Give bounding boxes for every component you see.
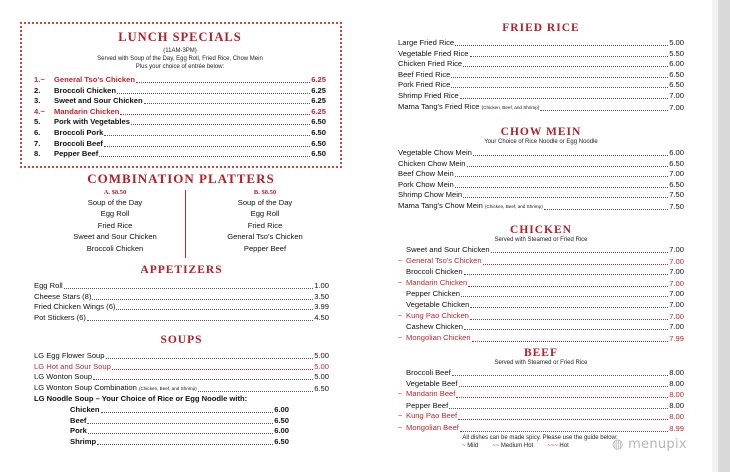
lunch-items-list xyxy=(34,75,326,160)
menu-item-number: 2. xyxy=(34,85,41,95)
pepper-icon: ~ xyxy=(398,257,403,265)
dot-leader xyxy=(116,309,313,310)
menu-item-price: 6.50 xyxy=(311,117,326,127)
menu-item-name: Shrimp Fried Rice xyxy=(398,90,459,100)
menu-item-price: 7.50 xyxy=(669,201,684,211)
menu-item xyxy=(398,80,684,91)
dot-leader xyxy=(483,264,669,265)
pepper-icon: ~ xyxy=(398,391,403,399)
menu-item-name: Mama Tang's Fried Rice (Chicken, Beef, and Shrimp) xyxy=(398,101,540,111)
pepper-icon: ~~ xyxy=(492,443,500,449)
lunch-specials-box xyxy=(20,22,342,168)
lunch-specials-title: LUNCH SPECIALS xyxy=(118,30,242,44)
menu-item-name: ~ Mandarin Beef xyxy=(398,389,455,401)
menu-item-name: 7. Broccoli Beef xyxy=(34,138,103,148)
menu-item xyxy=(34,372,329,383)
watermark: ◍ menupix xyxy=(612,437,687,452)
menu-item xyxy=(70,426,289,437)
menu-item-price: 7.00 xyxy=(669,322,684,332)
combo-item: Fried Rice xyxy=(97,220,133,230)
menu-item-price: 8.00 xyxy=(669,412,684,422)
combo-item: Sweet and Sour Chicken xyxy=(73,232,157,242)
dot-leader xyxy=(470,56,669,57)
menu-item-price: 6.50 xyxy=(274,436,289,446)
menu-item xyxy=(34,149,326,160)
combo-item: Soup of the Day xyxy=(237,198,293,207)
menu-item-number: 8. xyxy=(34,149,41,159)
pepper-icon: ~ xyxy=(398,413,403,421)
menu-item-price: 8.00 xyxy=(669,400,684,410)
menu-item-price: 6.50 xyxy=(311,149,326,159)
menu-item xyxy=(398,102,684,114)
menu-item-name: 2. Broccoli Chicken xyxy=(34,85,117,95)
menu-item-price: 5.00 xyxy=(314,361,329,371)
menu-item-price: 4.50 xyxy=(314,312,329,322)
menu-item-price: 3.99 xyxy=(314,302,329,312)
menu-item-name: 6. Broccoli Pork xyxy=(34,127,104,137)
appetizers-section xyxy=(34,264,329,323)
dot-leader xyxy=(104,146,310,147)
menu-item xyxy=(398,180,684,191)
menu-item xyxy=(34,107,326,118)
soups-title: SOUPS xyxy=(160,334,203,346)
menu-item-name: 3. Sweet and Sour Chicken xyxy=(34,96,143,106)
menu-item-price: 8.00 xyxy=(669,390,684,400)
dot-leader xyxy=(64,288,314,289)
menu-item xyxy=(34,383,329,395)
menu-item-name: Pork Fried Rice xyxy=(398,80,451,90)
menu-item xyxy=(398,423,684,435)
menu-item-price: 6.50 xyxy=(314,383,329,393)
lunch-description: Served with Soup of the Day, Egg Roll, Fried Rice, Chow Mein xyxy=(97,56,263,62)
menu-item-name: LG Egg Flower Soup xyxy=(34,351,105,360)
menu-item-number: 5. xyxy=(34,117,41,127)
dot-leader xyxy=(87,320,313,321)
dot-leader xyxy=(106,358,314,359)
menu-item xyxy=(398,322,684,333)
menu-item-price: 3.50 xyxy=(314,291,329,301)
menu-item-price: 7.00 xyxy=(669,311,684,321)
menu-item xyxy=(398,190,684,201)
menu-item-number: 3. xyxy=(34,96,41,106)
menu-item-price: 7.00 xyxy=(669,245,684,254)
dot-leader xyxy=(451,87,668,88)
menu-item-price: 5.00 xyxy=(314,351,329,360)
menu-item xyxy=(398,59,684,70)
appetizers-title: APPETIZERS xyxy=(140,264,223,276)
pepper-icon: ~ xyxy=(398,334,403,342)
dot-leader xyxy=(144,103,311,104)
menu-item-name: LG Wonton Soup xyxy=(34,372,93,382)
pepper-icon: ~~~ xyxy=(547,443,558,449)
combo-item: Fried Rice xyxy=(247,220,283,230)
dot-leader xyxy=(117,93,310,94)
dot-leader xyxy=(449,408,668,409)
menu-item-name: 4.~ Mandarin Chicken xyxy=(34,106,120,116)
menu-item-price: 7.00 xyxy=(669,299,684,309)
dot-leader xyxy=(458,419,668,420)
spicy-guide-note: All dishes can be made spicy. Please use the guide below: xyxy=(462,435,618,441)
legend-medium: ~~ Medium Hot xyxy=(492,443,534,449)
combo-item: Pepper Beef xyxy=(243,243,287,253)
menu-item xyxy=(398,91,684,102)
menu-item-name: LG Hot and Sour Soup xyxy=(34,361,111,371)
menu-item-name: Chicken xyxy=(70,404,100,414)
lunch-choice-note: Plus your choice of entrée below: xyxy=(135,64,225,70)
combo-item: Egg Roll xyxy=(100,209,130,219)
pepper-icon: ~ xyxy=(398,279,403,287)
fried-rice-section xyxy=(398,22,684,113)
menu-item-number: 7. xyxy=(34,138,41,148)
menu-item-name: ~ Mongolian Chicken xyxy=(398,333,471,345)
menu-item xyxy=(398,267,684,278)
menu-item xyxy=(398,311,684,323)
menu-item-name: Cheese Stars (8) xyxy=(34,291,92,301)
dot-leader xyxy=(464,274,669,275)
noodle-soup-heading: LG Noodle Soup – Your Choice of Rice or Egg Noodle with: xyxy=(34,394,248,404)
dot-leader xyxy=(452,375,668,376)
menu-item-price: 7.00 xyxy=(669,267,684,277)
combo-item: Egg Roll xyxy=(250,209,280,219)
dot-leader xyxy=(468,286,668,287)
dot-leader xyxy=(455,176,669,177)
menu-item-name: Pepper Chicken xyxy=(406,289,461,299)
menu-item-note: (Chicken, Beef, and Shrimp) xyxy=(139,385,197,391)
menu-item xyxy=(34,86,326,97)
menu-item-note: (Chicken, Beef, and Shrimp) xyxy=(485,203,543,209)
menu-item-name: Pork Chow Mein xyxy=(398,179,454,189)
menu-item-name: Pot Stickers (6) xyxy=(34,312,86,322)
dot-leader xyxy=(99,156,310,157)
menu-item xyxy=(398,368,684,379)
dot-leader xyxy=(459,386,669,387)
menu-item-price: 6.50 xyxy=(669,158,684,168)
menu-item-name: ~ General Tso's Chicken xyxy=(398,256,482,268)
dot-leader xyxy=(451,77,668,78)
spicy-legend xyxy=(462,443,569,449)
combo-b-column xyxy=(190,188,340,254)
dot-leader xyxy=(470,307,668,308)
menu-item xyxy=(398,411,684,423)
menu-item xyxy=(398,401,684,412)
dot-leader xyxy=(101,412,274,413)
menu-item-name: 1.~ General Tso's Chicken xyxy=(34,75,136,84)
dot-leader xyxy=(112,369,313,370)
lunch-hours: (11AM-3PM) xyxy=(163,48,197,54)
menu-item-price: 6.00 xyxy=(274,404,289,414)
menu-item-name: 5. Pork with Vegetables xyxy=(34,117,130,127)
menu-item-name: Chicken Chow Mein xyxy=(398,158,466,168)
dot-leader xyxy=(491,252,669,253)
menu-item-name: Vegetable Chow Mein xyxy=(398,148,472,157)
dot-leader xyxy=(461,296,668,297)
menu-item xyxy=(70,416,289,427)
menu-item xyxy=(34,292,329,303)
menu-item-name: Chicken Fried Rice xyxy=(398,59,463,69)
menu-item-price: 6.25 xyxy=(311,96,326,106)
combo-divider xyxy=(185,190,186,258)
dot-leader xyxy=(455,187,669,188)
menu-item-name: Vegetable Fried Rice xyxy=(398,48,469,58)
menu-item xyxy=(398,169,684,180)
menu-item-name: Beef Chow Mein xyxy=(398,169,454,179)
menu-item-price: 7.50 xyxy=(669,190,684,200)
menu-item-price: 6.50 xyxy=(669,69,684,79)
menu-item xyxy=(34,128,326,139)
menu-item-name: Vegetable Chicken xyxy=(406,299,470,309)
menu-item-name: Broccoli Beef xyxy=(406,368,451,377)
menu-item-name: Pepper Beef xyxy=(406,400,449,410)
dot-leader xyxy=(456,397,668,398)
menu-item xyxy=(398,159,684,170)
dot-leader xyxy=(93,379,313,380)
menu-item-name: ~ Kung Pao Beef xyxy=(398,411,457,423)
menu-item-price: 7.99 xyxy=(669,333,684,343)
dot-leader xyxy=(136,82,310,83)
menu-item-name: Vegetable Beef xyxy=(406,378,458,388)
fried-rice-title: FRIED RICE xyxy=(502,22,580,34)
menu-item-price: 7.00 xyxy=(669,256,684,266)
combo-a-column xyxy=(40,188,190,254)
menu-item-price: 1.00 xyxy=(314,281,329,290)
pepper-icon: ~ xyxy=(462,443,466,449)
dot-leader xyxy=(87,423,273,424)
menu-item xyxy=(34,351,329,362)
menu-item xyxy=(398,201,684,213)
menu-item-number: 1.~ xyxy=(34,75,45,84)
menu-item xyxy=(398,148,684,159)
menu-item-price: 6.50 xyxy=(669,80,684,90)
menu-item xyxy=(398,389,684,401)
menu-item-number: 6. xyxy=(34,127,41,137)
menu-item xyxy=(34,362,329,373)
menu-item xyxy=(34,117,326,128)
menu-item-price: 5.50 xyxy=(669,48,684,58)
dot-leader xyxy=(544,209,669,210)
menu-item-name: Large Fried Rice xyxy=(398,38,455,47)
menu-item-name: Broccoli Chicken xyxy=(406,267,463,277)
dot-leader xyxy=(120,114,310,115)
menu-item-note: (Chicken, Beef, and Shrimp) xyxy=(481,104,540,110)
soups-section xyxy=(34,334,329,447)
menu-item-price: 5.00 xyxy=(314,372,329,382)
menu-item-price: 7.00 xyxy=(669,90,684,100)
menu-item-price: 8.00 xyxy=(669,368,684,377)
menu-item xyxy=(34,313,329,324)
combination-platters-title: COMBINATION PLATTERS xyxy=(87,171,275,186)
menu-item-price: 6.25 xyxy=(311,106,326,116)
beef-title: BEEF xyxy=(523,347,559,359)
menu-item xyxy=(398,333,684,345)
menu-item xyxy=(398,278,684,290)
menu-item-price: 8.00 xyxy=(669,378,684,388)
chicken-title: CHICKEN xyxy=(510,224,572,236)
combo-a-header: A. $8.50 xyxy=(103,189,127,196)
dot-leader xyxy=(455,45,668,46)
menu-item xyxy=(398,245,684,256)
menu-item-name: Egg Roll xyxy=(34,281,63,290)
dot-leader xyxy=(463,197,668,198)
dot-leader xyxy=(467,166,669,167)
dot-leader xyxy=(104,135,310,136)
menu-item xyxy=(34,281,329,292)
combo-item: General Tso's Chicken xyxy=(227,232,303,242)
menu-item xyxy=(34,139,326,150)
menu-item-name: Cashew Chicken xyxy=(406,322,463,332)
pepper-icon: ~ xyxy=(398,424,403,432)
chicken-subtitle: Served with Steamed or Fried Rice xyxy=(494,237,588,243)
scroll-gutter xyxy=(712,0,730,472)
combo-item: Soup of the Day xyxy=(87,198,143,207)
menu-item-name: Shrimp Chow Mein xyxy=(398,190,463,200)
menu-item-price: 6.00 xyxy=(274,426,289,436)
menu-item xyxy=(398,70,684,81)
menu-item xyxy=(70,405,289,416)
combo-item: Broccoli Chicken xyxy=(86,243,144,253)
menu-item xyxy=(398,38,684,49)
menu-item-name: ~ Kung Pao Chicken xyxy=(398,311,469,323)
chicken-section xyxy=(398,224,684,344)
menu-item-price: 6.00 xyxy=(669,59,684,69)
menu-item-price: 8.99 xyxy=(669,423,684,433)
menu-item-price: 6.50 xyxy=(274,415,289,425)
beef-section xyxy=(398,347,684,435)
menu-item-name: ~ Mongolian Beef xyxy=(398,423,459,435)
menu-item-number: 4.~ xyxy=(34,106,45,116)
menu-item-name: 8. Pepper Beef xyxy=(34,149,99,159)
dot-leader xyxy=(198,391,314,392)
menu-item-price: 6.50 xyxy=(311,127,326,137)
menu-item xyxy=(34,75,326,86)
chow-mein-section xyxy=(398,126,684,213)
menu-item-price: 6.25 xyxy=(311,85,326,95)
menu-item xyxy=(398,256,684,268)
menu-item xyxy=(70,437,289,448)
dot-leader xyxy=(131,124,310,125)
menu-item-name: Fried Chicken Wings (6) xyxy=(34,302,116,312)
dot-leader xyxy=(92,299,313,300)
menu-item-price: 6.50 xyxy=(669,179,684,189)
menu-item-name: Shrimp xyxy=(70,436,97,446)
dot-leader xyxy=(464,329,668,330)
beef-subtitle: Served with Steamed or Fried Rice xyxy=(494,360,588,366)
menu-item-name: ~ Mandarin Chicken xyxy=(398,278,467,290)
menu-item-price: 7.00 xyxy=(669,169,684,179)
dot-leader xyxy=(463,66,668,67)
dot-leader xyxy=(88,433,273,434)
menu-item xyxy=(398,49,684,60)
legend-hot: ~~~ Hot xyxy=(547,443,569,449)
menu-item-name: LG Wonton Soup Combination (Chicken, Beef, and Shrimp) xyxy=(34,382,197,392)
dot-leader xyxy=(470,319,668,320)
menu-item-name: Sweet and Sour Chicken xyxy=(406,245,490,254)
menu-item xyxy=(398,379,684,390)
menu-item-name: Beef xyxy=(70,415,87,425)
pepper-icon: ~ xyxy=(398,312,403,320)
legend-mild: ~ Mild xyxy=(462,443,479,449)
dot-leader xyxy=(460,98,668,99)
menu-item-name: Beef Fried Rice xyxy=(398,69,451,79)
menu-item-price: 6.50 xyxy=(311,138,326,148)
chow-mein-title: CHOW MEIN xyxy=(500,126,582,138)
dot-leader xyxy=(473,155,668,156)
dot-leader xyxy=(460,431,668,432)
dot-leader xyxy=(472,341,669,342)
dot-leader xyxy=(540,110,668,111)
menu-item-price: 7.00 xyxy=(669,289,684,299)
menu-item xyxy=(398,300,684,311)
chow-mein-subtitle: Your Choice of Rice Noodle or Egg Noodle xyxy=(484,139,598,145)
menu-item xyxy=(34,302,329,313)
menu-item-price: 6.25 xyxy=(311,75,326,84)
combo-b-header: B. $8.50 xyxy=(253,189,277,196)
menu-item-price: 7.00 xyxy=(669,278,684,288)
menu-item xyxy=(34,96,326,107)
menu-item-price: 5.00 xyxy=(669,38,684,47)
menu-item xyxy=(398,289,684,300)
menu-item-price: 7.00 xyxy=(669,102,684,112)
menu-item-name: Mama Tang's Chow Mein (Chicken, Beef, and Shrimp) xyxy=(398,200,543,210)
menu-item-price: 6.00 xyxy=(669,148,684,157)
dot-leader xyxy=(97,444,273,445)
menu-item-name: Pork xyxy=(70,426,87,436)
